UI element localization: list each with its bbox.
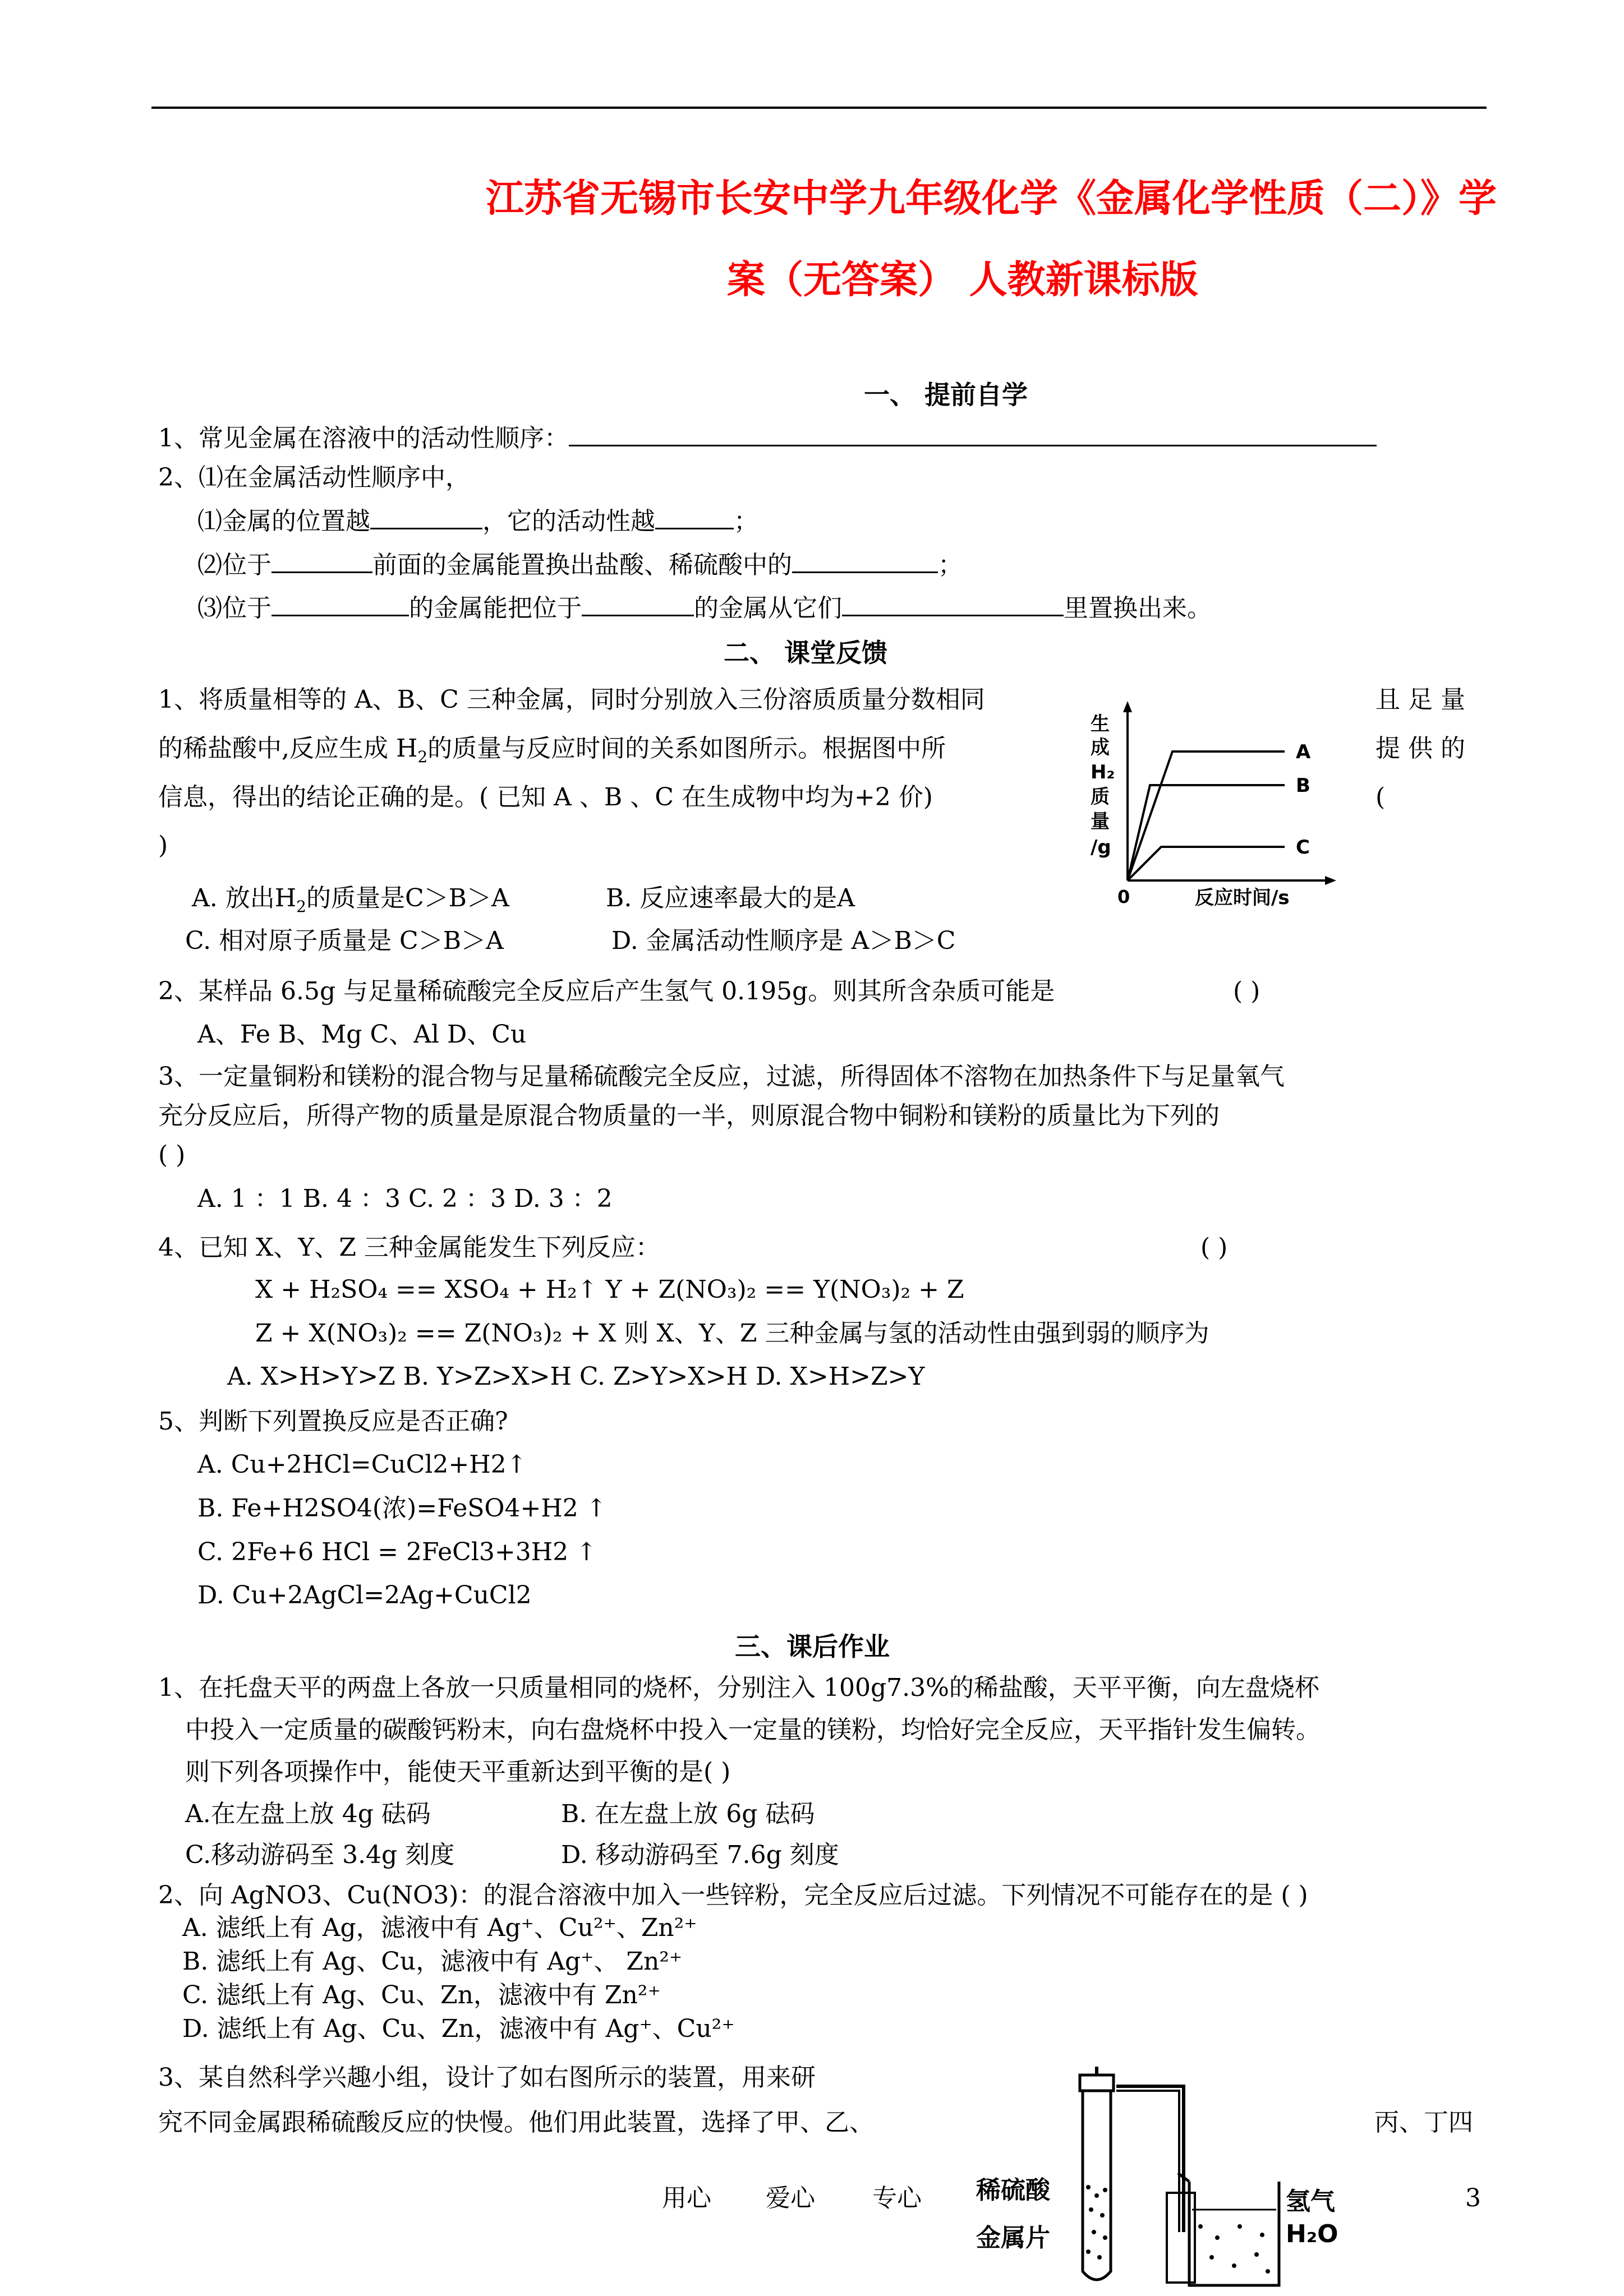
text: 里置换出来。 (1064, 594, 1212, 623)
y-label-char: 成 (1091, 736, 1110, 759)
s3-q1-optA: A.在左盘上放 4g 砝码 (185, 1800, 431, 1828)
text: 前面的金属能置换出盐酸、稀硫酸中的 (372, 551, 792, 579)
s2-q1-line3: 信息，得出的结论正确的是。( 已知 A 、B 、C 在生成物中均为+2 价) (158, 783, 933, 812)
text: 的金属从它们 (694, 594, 842, 623)
answer-blank[interactable] (272, 549, 372, 573)
footer-motto-2: 爱心 (766, 2184, 815, 2212)
y-label-char: /g (1091, 836, 1111, 859)
series-label-C: C (1296, 836, 1310, 859)
s2-q4-equation2: Z + X(NO₃)₂ == Z(NO₃)₂ + X 则 X、Y、Z 三种金属与氢的活动性由强到弱的顺序为 (255, 1319, 1209, 1348)
answer-blank[interactable] (842, 592, 1064, 616)
s2-q2: 2、某样品 6.5g 与足量稀硫酸完全反应后产生氢气 0.195g。则其所含杂质可能是 (158, 977, 1055, 1006)
s3-q1-line1: 1、在托盘天平的两盘上各放一只质量相同的烧杯，分别注入 100g7.3%的稀盐酸，天平平衡，向左盘烧杯 (158, 1673, 1319, 1702)
s2-q1-line1: 1、将质量相等的 A、B、C 三种金属，同时分别放入三份溶质质量分数相同 (158, 685, 985, 714)
s3-q3-line2: 究不同金属跟稀硫酸反应的快慢。他们用此装置，选择了甲、乙、 (158, 2108, 874, 2137)
reaction-apparatus-diagram (976, 2064, 1369, 2296)
origin-label: 0 (1117, 886, 1130, 907)
s2-q1-line3-right: ( (1375, 783, 1386, 812)
s3-q2: 2、向 AgNO3、Cu(NO3)：的混合溶液中加入一些锌粉，完全反应后过滤。下列情况不可能存在的是 ( ) (158, 1881, 1308, 1910)
text: 的金属能把位于 (409, 594, 582, 623)
s1-q2c (197, 592, 1212, 625)
answer-blank[interactable] (582, 592, 694, 616)
y-label-char: H₂ (1091, 761, 1115, 783)
s3-q3-line1: 3、某自然科学兴趣小组，设计了如右图所示的装置，用来研 (158, 2063, 816, 2092)
text: ； (734, 507, 758, 536)
answer-blank[interactable] (370, 505, 482, 529)
s3-q3-line2-right: 丙、丁四 (1374, 2108, 1473, 2137)
series-line-C (1128, 847, 1285, 880)
series-label-A: A (1296, 741, 1311, 763)
s2-q1-line1-right: 且 足 量 (1375, 685, 1465, 714)
footer-motto-1: 用心 (662, 2184, 711, 2212)
s2-q1-optC: C. 相对原子质量是 C＞B＞A (185, 926, 504, 955)
text: ⑶位于 (197, 594, 272, 623)
s2-q4-bracket: ( ) (1200, 1233, 1228, 1262)
label-water: H₂O (1286, 2220, 1338, 2248)
series-line-B (1128, 785, 1285, 880)
section3-heading: 三、课后作业 (735, 1631, 890, 1662)
s2-q4-options: A. X>H>Y>Z B. Y>Z>X>H C. Z>Y>X>H D. X>H>Z>Y (227, 1362, 925, 1391)
water-dots (1198, 2224, 1270, 2274)
s1-q1 (158, 422, 1377, 455)
delivery-tube-inner (1116, 2091, 1179, 2232)
stopper (1080, 2075, 1114, 2091)
s2-q4: 4、已知 X、Y、Z 三种金属能发生下列反应： (158, 1233, 660, 1262)
s2-q1-line4: ) (158, 831, 168, 860)
s2-q5-optB: B. Fe+H2SO4(浓)=FeSO4+H2 ↑ (197, 1494, 607, 1523)
text: 的稀盐酸中,反应生成 H (158, 734, 418, 763)
text: ⑵位于 (197, 551, 272, 579)
x-axis-arrow (1325, 876, 1336, 885)
document-title-line1: 江苏省无锡市长安中学九年级化学《金属化学性质（二）》学 (486, 177, 1497, 221)
s2-q1-optB: B. 反应速率最大的是A (606, 884, 855, 912)
top-rule (151, 107, 1487, 109)
s3-q1-optB: B. 在左盘上放 6g 砝码 (561, 1800, 815, 1828)
s3-q2-optB: B. 滤纸上有 Ag、Cu，滤液中有 Ag⁺、 Zn²⁺ (182, 1947, 683, 1976)
s2-q1-line2-right: 提 供 的 (1375, 734, 1465, 763)
answer-blank[interactable] (792, 549, 938, 573)
s2-q5-optC: C. 2Fe+6 HCl = 2FeCl3+3H2 ↑ (197, 1538, 597, 1566)
footer-motto-3: 专心 (872, 2184, 922, 2212)
text: ⑴金属的位置越 (197, 507, 370, 536)
section1-heading: 一、 提前自学 (864, 380, 1028, 410)
s2-q2-options: A、Fe B、Mg C、Al D、Cu (197, 1020, 527, 1049)
s1-q2: 2、⑴在金属活动性顺序中， (158, 463, 470, 492)
answer-blank[interactable] (655, 505, 734, 529)
s3-q1-line2: 中投入一定质量的碳酸钙粉末，向右盘烧杯中投入一定量的镁粉，均恰好完全反应，天平指针发生偏转。 (185, 1716, 1321, 1744)
s3-q1-optD: D. 移动游码至 7.6g 刻度 (561, 1841, 839, 1869)
y-label-char: 质 (1091, 786, 1110, 808)
answer-blank[interactable] (272, 592, 409, 616)
s2-q2-bracket: ( ) (1233, 977, 1260, 1006)
answer-blank[interactable] (569, 422, 1377, 446)
document-title-line2: 案（无答案） 人教新课标版 (727, 258, 1198, 302)
text: ，它的活动性越 (482, 507, 655, 536)
s2-q1-optA: A. 放出$H_2$的质量是C＞B＞A (192, 884, 509, 916)
text: 的质量是C＞B＞A (306, 884, 509, 912)
y-label-char: 量 (1091, 810, 1110, 833)
s3-q2-optC: C. 滤纸上有 Ag、Cu、Zn，滤液中有 Zn²⁺ (182, 1981, 661, 2009)
s2-q4-equation1: X + H₂SO₄ == XSO₄ + H₂↑ Y + Z(NO₃)₂ == Y(NO₃)₂ + Z (255, 1275, 964, 1304)
s3-q2-optD: D. 滤纸上有 Ag、Cu、Zn，滤液中有 Ag⁺、Cu²⁺ (182, 2014, 735, 2043)
s2-q3-line3: ( ) (158, 1141, 186, 1169)
s2-q5: 5、判断下列置换反应是否正确? (158, 1407, 508, 1436)
y-label-char: 生 (1091, 713, 1110, 735)
label-metal-strip: 金属片 (976, 2224, 1050, 2252)
s2-q5-optD: D. Cu+2AgCl=2Ag+CuCl2 (197, 1581, 532, 1610)
s2-q3-options: A. 1 ：1 B. 4 ：3 C. 2 ：3 D. 3 ：2 (197, 1184, 613, 1213)
y-axis-arrow (1123, 701, 1132, 712)
s2-q1-line2: 的稀盐酸中,反应生成 $H_2$的质量与反应时间的关系如图所示。根据图中所 (158, 734, 946, 766)
page-number: 3 (1465, 2184, 1481, 2212)
section2-heading: 二、 课堂反馈 (724, 638, 888, 668)
label-dilute-sulfuric-acid: 稀硫酸 (976, 2176, 1050, 2205)
s2-q1-optD: D. 金属活动性顺序是 A＞B＞C (611, 926, 956, 955)
series-label-B: B (1296, 774, 1310, 797)
text: 的质量与反应时间的关系如图所示。根据图中所 (427, 734, 946, 763)
series-line-A (1128, 751, 1285, 880)
label-hydrogen: 氢气 (1286, 2187, 1335, 2216)
s2-q3-line1: 3、一定量铜粉和镁粉的混合物与足量稀硫酸完全反应，过滤，所得固体不溶物在加热条件下与足量氧气 (158, 1062, 1285, 1091)
text: A. 放出H (192, 884, 297, 912)
x-axis-label: 反应时间/s (1195, 887, 1290, 909)
s2-q3-line2: 充分反应后，所得产物的质量是原混合物质量的一半，则原混合物中铜粉和镁粉的质量比为下列的 (158, 1101, 1220, 1130)
s2-q5-optA: A. Cu+2HCl=CuCl2+H2↑ (197, 1450, 527, 1479)
text: ； (938, 551, 963, 579)
s1-q1-text: 1、常见金属在溶液中的活动性顺序： (158, 424, 569, 453)
s3-q1-optC: C.移动游码至 3.4g 刻度 (185, 1841, 455, 1869)
s1-q2b (197, 548, 963, 582)
s1-q2a (197, 505, 758, 538)
s3-q2-optA: A. 滤纸上有 Ag，滤液中有 Ag⁺、Cu²⁺、Zn²⁺ (182, 1914, 697, 1942)
s3-q1-line3: 则下列各项操作中，能使天平重新达到平衡的是( ) (185, 1758, 731, 1786)
h2-mass-time-graph (1083, 695, 1346, 909)
beaker (1189, 2182, 1279, 2285)
acid-dots (1086, 2185, 1107, 2260)
